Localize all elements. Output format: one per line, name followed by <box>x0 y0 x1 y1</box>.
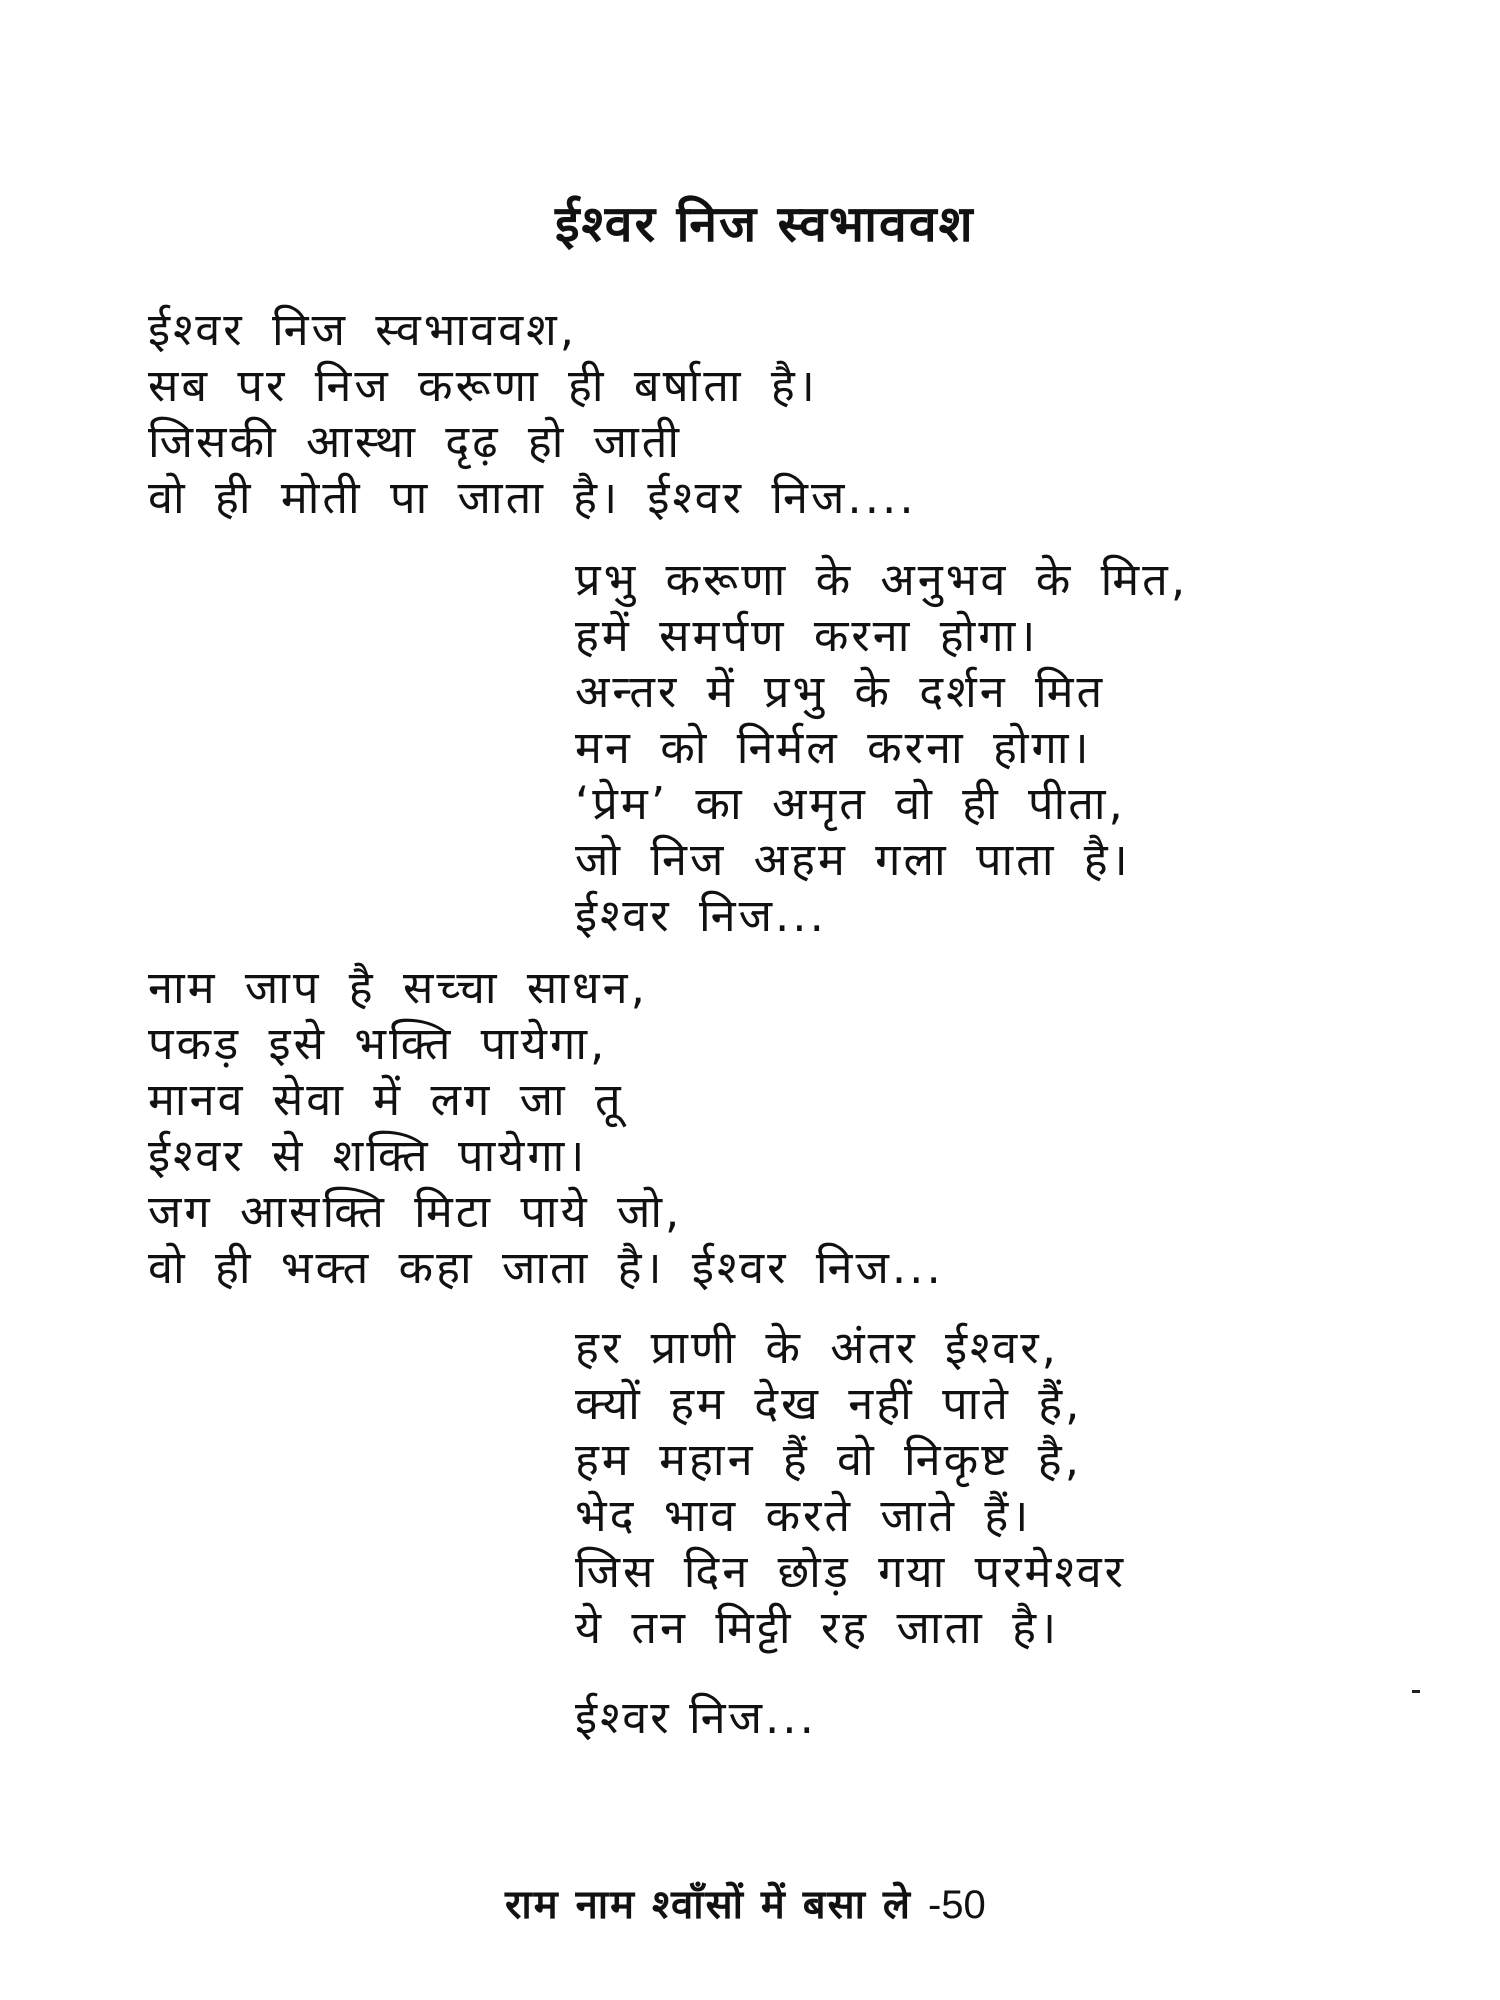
verse-line: मानव सेवा में लग जा तू <box>148 1073 624 1126</box>
stanza-3 <box>148 960 944 1296</box>
verse-line: जिस दिन छोड़ गया परमेश्वर <box>575 1545 1126 1598</box>
verse-line: हम महान हैं वो निकृष्ट है, <box>575 1433 1083 1486</box>
print-speck <box>1412 1690 1420 1693</box>
stanza-1 <box>148 302 917 526</box>
verse-line: जिसकी आस्था दृढ़ हो जाती <box>148 415 683 468</box>
verse-line: हमें समर्पण करना होगा। <box>575 609 1039 662</box>
verse-line: सब पर निज करूणा ही बर्षाता है। <box>148 359 818 412</box>
page-footer <box>505 1875 986 1930</box>
verse-line: क्यों हम देख नहीं पाते हैं, <box>575 1377 1083 1430</box>
closing-refrain: ईश्वर निज... <box>575 1691 817 1744</box>
verse-line: ये तन मिट्टी रह जाता है। <box>575 1601 1060 1654</box>
verse-line: ईश्वर निज स्वभाववश, <box>148 303 578 356</box>
page-number: -50 <box>927 1883 986 1927</box>
verse-line: जो निज अहम गला पाता है। <box>575 833 1131 886</box>
verse-line: जग आसक्ति मिटा पाये जो, <box>148 1185 683 1238</box>
footer-book-title: राम नाम श्वाँसों में बसा ले <box>505 1882 913 1928</box>
verse-line: नाम जाप है सच्चा साधन, <box>148 961 648 1014</box>
refrain-line: ईश्वर निज... <box>575 889 827 942</box>
verse-line: पकड़ इसे भक्ति पायेगा, <box>148 1017 608 1070</box>
verse-line: ईश्वर से शक्ति पायेगा। <box>148 1129 588 1182</box>
verse-line: वो ही मोती पा जाता है। ईश्वर निज.... <box>148 471 917 524</box>
verse-line: वो ही भक्त कहा जाता है। ईश्वर निज... <box>148 1241 944 1294</box>
stanza-2 <box>575 552 1188 944</box>
page-title: ईश्वर निज स्वभाववश <box>555 195 975 253</box>
verse-line: प्रभु करूणा के अनुभव के मित, <box>575 553 1189 606</box>
verse-line: ‘प्रेम’ का अमृत वो ही पीता, <box>575 777 1126 830</box>
verse-line: भेद भाव करते जाते हैं। <box>575 1489 1032 1542</box>
verse-line: हर प्राणी के अंतर ईश्वर, <box>575 1321 1059 1374</box>
verse-line: मन को निर्मल करना होगा। <box>575 721 1092 774</box>
stanza-4 <box>575 1320 1126 1656</box>
verse-line: अन्तर में प्रभु के दर्शन मित <box>575 665 1106 718</box>
